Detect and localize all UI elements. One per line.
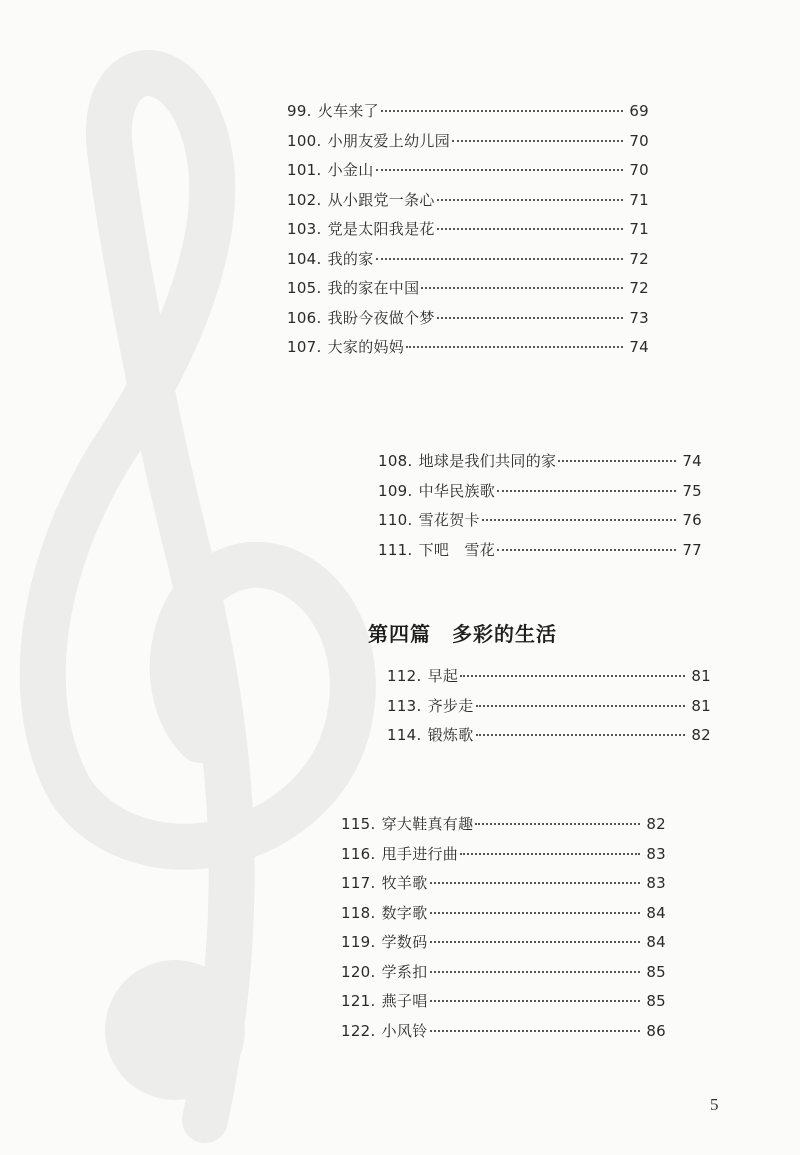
toc-entry-number: 100.: [287, 131, 322, 150]
toc-entry-title: 下吧 雪花: [418, 540, 496, 559]
toc-entry-number: 121.: [341, 992, 376, 1010]
toc-entry-page: 82: [691, 726, 711, 744]
toc-entry-title: 我的家: [327, 249, 374, 268]
toc-dot-leader: [482, 519, 677, 521]
toc-entry-page: 85: [646, 962, 666, 981]
toc-entry[interactable]: [387, 665, 711, 695]
toc-entry-number: 111.: [378, 540, 413, 559]
toc-entry-page: 74: [682, 452, 702, 470]
section-heading: 第四篇 多彩的生活: [368, 622, 557, 646]
toc-entry-page: 86: [646, 1021, 666, 1040]
toc-entry-number: 116.: [341, 844, 376, 863]
toc-entry-title: 甩手进行曲: [381, 844, 459, 863]
toc-entry-page: 70: [629, 161, 649, 179]
toc-entry-page: 69: [629, 102, 649, 120]
toc-entry[interactable]: [341, 902, 666, 932]
toc-entry-page: 70: [629, 131, 649, 150]
toc-entry-title: 穿大鞋真有趣: [381, 815, 474, 833]
toc-dot-leader: [430, 912, 641, 914]
toc-entry-number: 114.: [387, 726, 422, 744]
toc-entry-title: 火车来了: [317, 102, 379, 120]
toc-entry-page: 73: [629, 308, 649, 327]
toc-dot-leader: [381, 110, 623, 112]
page-number: 5: [710, 1095, 719, 1114]
toc-dot-leader: [476, 705, 686, 707]
toc-entry-page: 74: [629, 338, 649, 356]
toc-entry-page: 81: [691, 667, 711, 685]
toc-entry-title: 地球是我们共同的家: [418, 452, 557, 470]
toc-entry[interactable]: [378, 480, 702, 510]
toc-entry-page: 76: [682, 511, 702, 529]
toc-dot-leader: [376, 258, 624, 260]
toc-entry-number: 106.: [287, 308, 322, 327]
toc-dot-leader: [406, 346, 623, 348]
toc-dot-leader: [497, 549, 676, 551]
toc-entry[interactable]: [341, 961, 666, 991]
toc-entry-number: 104.: [287, 249, 322, 268]
toc-entry[interactable]: [287, 159, 649, 189]
toc-entry-number: 119.: [341, 933, 376, 951]
toc-entry-title: 早起: [427, 667, 459, 685]
toc-entry[interactable]: [287, 277, 649, 307]
toc-entry-number: 102.: [287, 190, 322, 209]
toc-entry[interactable]: [287, 100, 649, 130]
toc-entry-title: 从小跟党一条心: [327, 190, 435, 209]
toc-dot-leader: [475, 823, 640, 825]
toc-entry-number: 122.: [341, 1021, 376, 1040]
toc-dot-leader: [497, 490, 676, 492]
toc-entry-title: 锻炼歌: [427, 726, 474, 744]
toc-entry[interactable]: [387, 724, 711, 754]
toc-entry-page: 85: [646, 992, 666, 1010]
toc-entry[interactable]: [287, 336, 649, 366]
toc-entry-title: 我盼今夜做个梦: [327, 308, 435, 327]
toc-entry-number: 103.: [287, 220, 322, 238]
toc-entry[interactable]: [341, 990, 666, 1020]
toc-entry-title: 党是太阳我是花: [327, 220, 435, 238]
toc-entry-title: 燕子唱: [381, 992, 428, 1010]
toc-entry[interactable]: [287, 130, 649, 160]
toc-entry-page: 84: [646, 933, 666, 951]
toc-entry[interactable]: [341, 813, 666, 843]
toc-dot-leader: [437, 199, 624, 201]
toc-group-3: [387, 665, 711, 754]
toc-entry-page: 83: [646, 874, 666, 892]
toc-entry-number: 108.: [378, 452, 413, 470]
toc-entry-number: 113.: [387, 696, 422, 715]
toc-entry[interactable]: [341, 843, 666, 873]
toc-dot-leader: [460, 853, 640, 855]
toc-entry-title: 大家的妈妈: [327, 338, 405, 356]
toc-dot-leader: [558, 460, 676, 462]
toc-entry-page: 82: [646, 815, 666, 833]
toc-entry-number: 120.: [341, 962, 376, 981]
toc-entry-page: 75: [682, 481, 702, 500]
toc-entry[interactable]: [378, 450, 702, 480]
toc-entry-page: 83: [646, 844, 666, 863]
toc-dot-leader: [437, 317, 624, 319]
toc-entry-page: 72: [629, 249, 649, 268]
toc-group-1: [287, 100, 649, 366]
toc-entry-number: 118.: [341, 903, 376, 922]
toc-dot-leader: [476, 734, 686, 736]
toc-entry-page: 71: [629, 220, 649, 238]
toc-entry-number: 99.: [287, 102, 312, 120]
toc-entry-number: 117.: [341, 874, 376, 892]
toc-entry-title: 小金山: [327, 161, 374, 179]
toc-entry[interactable]: [341, 931, 666, 961]
toc-entry-page: 77: [682, 540, 702, 559]
toc-dot-leader: [430, 1030, 641, 1032]
toc-entry[interactable]: [287, 189, 649, 219]
toc-entry[interactable]: [378, 509, 702, 539]
toc-group-4: [341, 813, 666, 1049]
toc-dot-leader: [421, 287, 623, 289]
toc-dot-leader: [452, 140, 623, 142]
toc-dot-leader: [430, 971, 641, 973]
toc-entry-title: 数字歌: [381, 903, 428, 922]
toc-dot-leader: [430, 941, 641, 943]
toc-dot-leader: [430, 1000, 641, 1002]
toc-entry-title: 牧羊歌: [381, 874, 428, 892]
toc-entry[interactable]: [287, 248, 649, 278]
toc-entry[interactable]: [387, 695, 711, 725]
toc-entry-page: 71: [629, 190, 649, 209]
toc-dot-leader: [437, 228, 624, 230]
toc-entry-number: 109.: [378, 481, 413, 500]
toc-entry[interactable]: [287, 307, 649, 337]
toc-entry-title: 齐步走: [427, 696, 474, 715]
toc-entry-page: 72: [629, 279, 649, 297]
toc-entry-page: 84: [646, 903, 666, 922]
toc-entry[interactable]: [341, 1020, 666, 1050]
toc-group-2: [378, 450, 702, 568]
toc-entry-title: 中华民族歌: [418, 481, 496, 500]
toc-entry-title: 小朋友爱上幼儿园: [327, 131, 451, 150]
toc-entry[interactable]: [287, 218, 649, 248]
toc-entry-number: 107.: [287, 338, 322, 356]
toc-entry-number: 101.: [287, 161, 322, 179]
toc-entry-number: 105.: [287, 279, 322, 297]
toc-entry[interactable]: [378, 539, 702, 569]
toc-entry[interactable]: [341, 872, 666, 902]
toc-entry-number: 110.: [378, 511, 413, 529]
toc-entry-title: 学系扣: [381, 962, 428, 981]
toc-entry-title: 我的家在中国: [327, 279, 420, 297]
toc-entry-title: 雪花贺卡: [418, 511, 480, 529]
toc-dot-leader: [460, 675, 685, 677]
toc-entry-number: 115.: [341, 815, 376, 833]
toc-dot-leader: [376, 169, 624, 171]
toc-entry-number: 112.: [387, 667, 422, 685]
toc-entry-title: 小风铃: [381, 1021, 428, 1040]
toc-dot-leader: [430, 882, 641, 884]
toc-entry-title: 学数码: [381, 933, 428, 951]
toc-entry-page: 81: [691, 696, 711, 715]
